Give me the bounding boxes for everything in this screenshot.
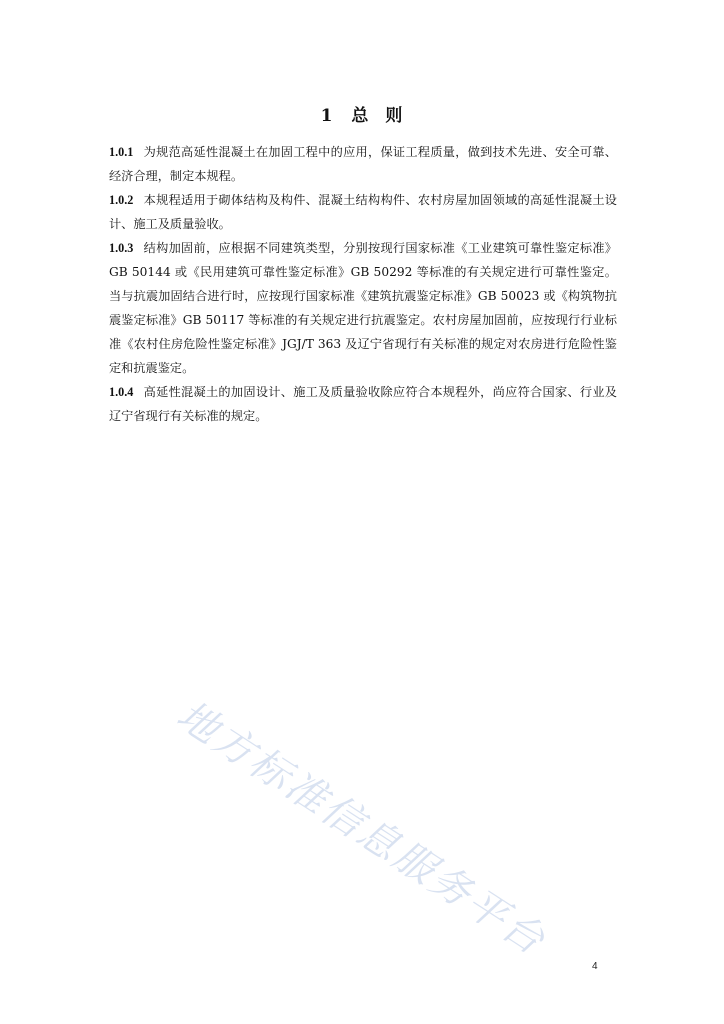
clause-number: 1.0.1 (109, 145, 134, 159)
clause-1-0-3 (109, 236, 617, 380)
chapter-title-part1: 总 (351, 106, 370, 126)
chapter-title-part2: 则 (385, 106, 404, 126)
clause-text: 结构加固前，应根据不同建筑类型，分别按现行国家标准《工业建筑可靠性鉴定标准》GB 50144 或《民用建筑可靠性鉴定标准》GB 50292 等标准的有关规定进行可靠性鉴定。当与抗震加固结合进行时，应按现行国家标准《建筑抗震鉴定标准》GB 50023 或《构筑物抗震鉴定标准》GB 50117 等标准的有关规定进行抗震鉴定。农村房屋加固前，应按现行行业标准《农村住房危险性鉴定标准》JGJ/T 363 及辽宁省现行有关标准的规定对农房进行危险性鉴定和抗震鉴定。 (109, 241, 617, 375)
watermark-text: 地方标准信息服务平台 (168, 692, 555, 965)
clause-1-0-1 (109, 140, 617, 188)
clause-number: 1.0.3 (109, 241, 134, 255)
chapter-number: 1 (320, 106, 334, 126)
chapter-body (109, 140, 617, 428)
clause-number: 1.0.2 (109, 193, 134, 207)
chapter-title (0, 101, 724, 126)
clause-1-0-4 (109, 380, 617, 428)
page-number: 4 (592, 961, 598, 972)
clause-1-0-2 (109, 188, 617, 236)
clause-text: 为规范高延性混凝土在加固工程中的应用，保证工程质量，做到技术先进、安全可靠、经济合理，制定本规程。 (109, 145, 617, 183)
clause-text: 本规程适用于砌体结构及构件、混凝土结构构件、农村房屋加固领域的高延性混凝土设计、施工及质量验收。 (109, 193, 617, 231)
clause-number: 1.0.4 (109, 385, 134, 399)
clause-text: 高延性混凝土的加固设计、施工及质量验收除应符合本规程外，尚应符合国家、行业及辽宁省现行有关标准的规定。 (109, 385, 617, 423)
